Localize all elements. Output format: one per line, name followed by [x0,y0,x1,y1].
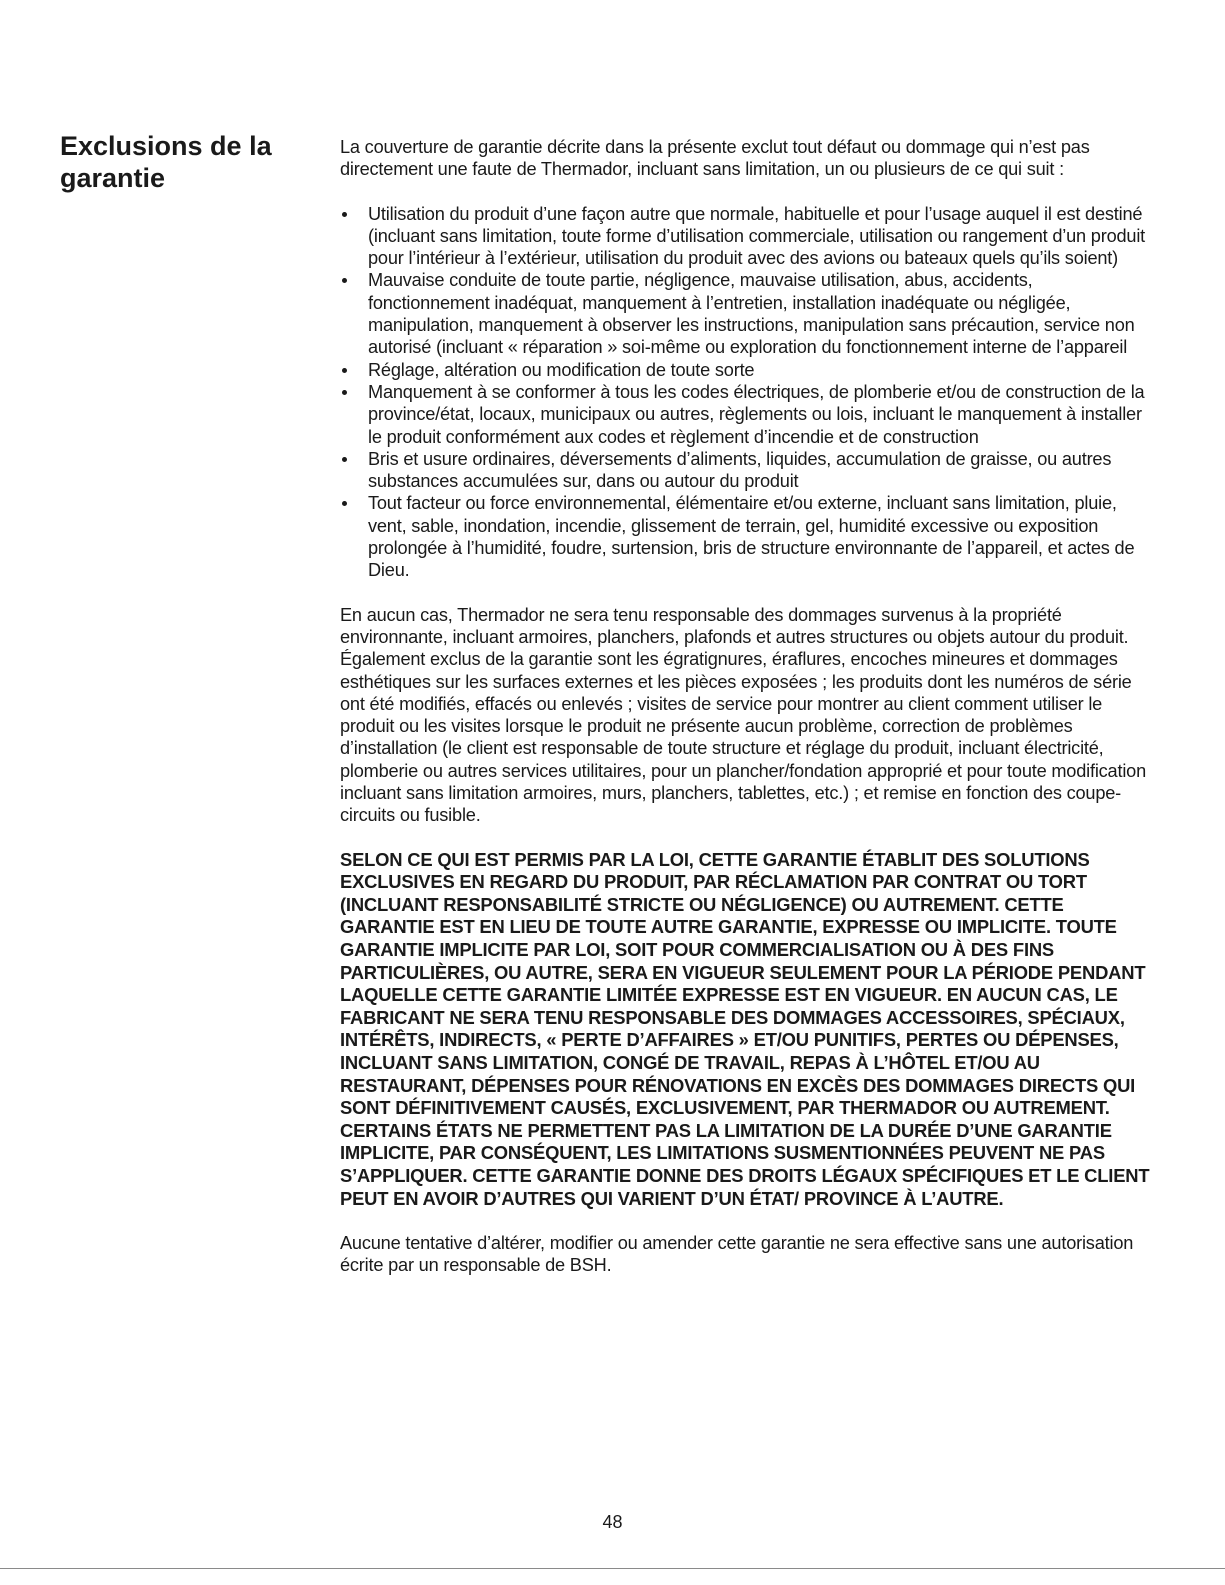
list-item: Tout facteur ou force environnemental, élémentaire et/ou externe, incluant sans limitation, pluie, vent, sable, inondation, incendie, glissement de terrain, gel, humidité excessive ou exposition prolongée à l’humidité, foudre, surtension, bris de structure environnante de l’appareil, et actes de Dieu. [340,492,1155,581]
page-number: 48 [602,1512,623,1532]
bottom-divider [0,1568,1225,1569]
list-item: Mauvaise conduite de toute partie, négligence, mauvaise utilisation, abus, accidents, fonctionnement inadéquat, manquement à l’entretien, installation inadéquate ou négligée, manipulation, manquement à observer les instructions, manipulation sans précaution, service non autorisé (incluant « réparation » soi-même ou exploration du fonctionnement interne de l’appareil [340,269,1155,358]
exclusions-list [340,203,1155,582]
intro-paragraph: La couverture de garantie décrite dans la présente exclut tout défaut ou dommage qui n’est pas directement une faute de Thermador, incluant sans limitation, un ou plusieurs de ce qui suit : [340,137,1090,180]
list-item: Manquement à se conformer à tous les codes électriques, de plomberie et/ou de construction de la province/état, locaux, municipaux ou autres, règlements ou lois, incluant le manquement à installer le produit conformément aux codes et règlement d’incendie et de construction [340,381,1155,448]
section-body [340,136,1155,1277]
list-item: Bris et usure ordinaires, déversements d’aliments, liquides, accumulation de graisse, ou autres substances accumulées sur, dans ou autour du produit [340,448,1155,493]
closing-paragraph: Aucune tentative d’altérer, modifier ou amender cette garantie ne sera effective sans une autorisation écrite par un responsable de BSH. [340,1233,1134,1276]
list-item: Réglage, altération ou modification de toute sorte [340,359,1155,381]
legal-disclaimer: SELON CE QUI EST PERMIS PAR LA LOI, CETTE GARANTIE ÉTABLIT DES SOLUTIONS EXCLUSIVES EN REGARD DU PRODUIT, PAR RÉCLAMATION PAR CONTRAT OU TORT (INCLUANT RESPONSABILITÉ STRICTE OU NÉGLIGENCE) OU AUTREMENT. CETTE GARANTIE EST EN LIEU DE TOUTE AUTRE GARANTIE, EXPRESSE OU IMPLICITE. TOUTE GARANTIE IMPLICITE PAR LOI, SOIT POUR COMMERCIALISATION OU À DES FINS PARTICULIÈRES, OU AUTRE, SERA EN VIGUEUR SEULEMENT POUR LA PÉRIODE PENDANT LAQUELLE CETTE GARANTIE LIMITÉE EXPRESSE EST EN VIGUEUR. EN AUCUN CAS, LE FABRICANT NE SERA TENU RESPONSABLE DES DOMMAGES ACCESSOIRES, SPÉCIAUX, INTÉRÊTS, INDIRECTS, « PERTE D’AFFAIRES » ET/OU PUNITIFS, PERTES OU DÉPENSES, INCLUANT SANS LIMITATION, CONGÉ DE TRAVAIL, REPAS À L’HÔTEL ET/OU AU RESTAURANT, DÉPENSES POUR RÉNOVATIONS EN EXCÈS DES DOMMAGES DIRECTS QUI SONT DÉFINITIVEMENT CAUSÉS, EXCLUSIVEMENT, PAR THERMADOR OU AUTREMENT. CERTAINS ÉTATS NE PERMETTENT PAS LA LIMITATION DE LA DURÉE D’UNE GARANTIE IMPLICITE, PAR CONSÉQUENT, LES LIMITATIONS SUSMENTIONNÉES PEUVENT NE PAS S’APPLIQUER. CETTE GARANTIE DONNE DES DROITS LÉGAUX SPÉCIFIQUES ET LE CLIENT PEUT EN AVOIR D’AUTRES QUI VARIENT D’UN ÉTAT/ PROVINCE À L’AUTRE. [340,848,1150,1209]
section-title: Exclusions de la garantie [60,131,272,193]
list-item: Utilisation du produit d’une façon autre que normale, habituelle et pour l’usage auquel il est destiné (incluant sans limitation, toute forme d’utilisation commerciale, utilisation ou rangement d’un produit pour l’intérieur à l’extérieur, utilisation du produit avec des avions ou bateaux quels qu’ils soient) [340,203,1155,270]
liability-paragraph: En aucun cas, Thermador ne sera tenu responsable des dommages survenus à la propriété environnante, incluant armoires, planchers, plafonds et autres structures ou objets autour du produit. Également exclus de la garantie sont les égratignures, éraflures, encoches mineures et dommages esthétiques sur les surfaces externes et les pièces exposées ; les produits dont les numéros de série ont été modifiés, effacés ou enlevés ; visites de service pour montrer au client comment utiliser le produit ou les visites lorsque le produit ne présente aucun problème, correction de problèmes d’installation (le client est responsable de toute structure et réglage du produit, incluant électricité, plomberie ou autres services utilitaires, pour un plancher/fondation approprié et pour toute modification incluant sans limitation armoires, murs, planchers, tablettes, etc.) ; et remise en fonction des coupe-circuits ou fusible. [340,604,1146,826]
